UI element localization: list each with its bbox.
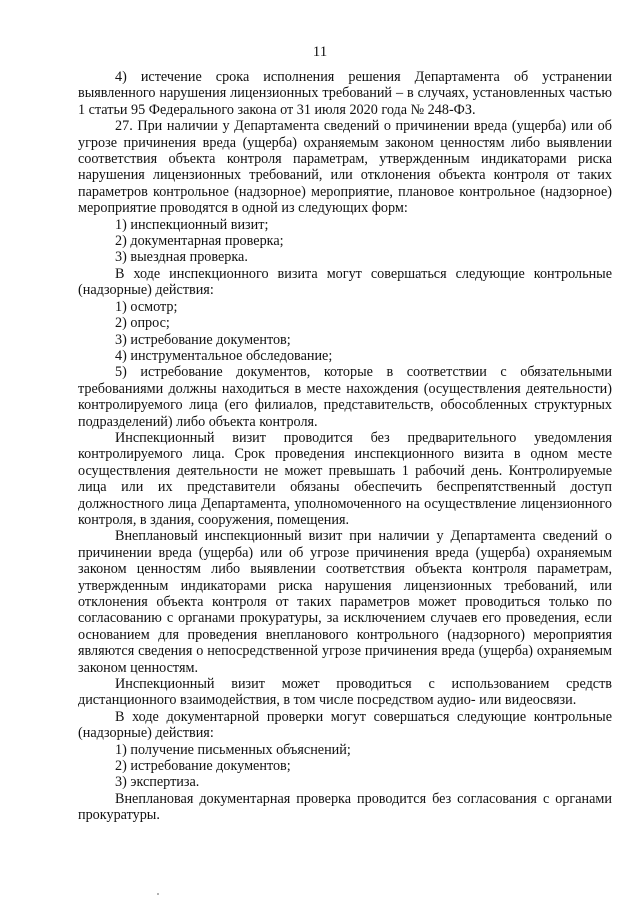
document-body	[78, 69, 612, 824]
paragraph-item-4-deadline: 4) истечение срока исполнения решения Департамента об устранении выявленного нарушения лицензионных требований – в случаях, установленных частью 1 статьи 95 Федерального закона от 31 июля 2020 года № 248-ФЗ.	[78, 69, 612, 118]
paragraph-27-forms: 27. При наличии у Департамента сведений о причинении вреда (ущерба) или об угрозе причинения вреда (ущерба) охраняемым законом ценностям либо выявлении соответствия объекта контроля параметрам, утвержденным индикаторами риска нарушения лицензионных требований, или отклонения объекта контроля от таких параметров контрольное (надзорное) мероприятие, плановое контрольное (надзорное) мероприятие проводятся в одной из следующих форм:	[78, 118, 612, 217]
list-item-instrumental-examination: 4) инструментальное обследование;	[115, 347, 333, 364]
list-item-inspection: 1) осмотр;	[115, 298, 178, 315]
paragraph-visit-without-notice: Инспекционный визит проводится без предварительного уведомления контролируемого лица. Срок проведения инспекционного визита в одном месте осуществления деятельности не может превышать 1 рабочий день. Контролируемые лица или их представители обязаны обеспечить беспрепятственный доступ должностного лица Департамента, уполномоченного на осуществление лицензионного контроля, в здания, сооружения, помещения.	[78, 429, 612, 528]
page-number: 11	[312, 44, 328, 60]
paragraph-remote-visit: Инспекционный визит может проводиться с использованием средств дистанционного взаимодействия, в том числе посредством аудио- или видеосвязи.	[78, 676, 612, 709]
list-item-request-documents-2: 2) истребование документов;	[115, 758, 291, 775]
list-item-document-check: 2) документарная проверка;	[115, 233, 284, 250]
list-item-survey: 2) опрос;	[115, 315, 170, 332]
list-item-written-explanations: 1) получение письменных объяснений;	[115, 741, 351, 758]
list-item-request-documents: 3) истребование документов;	[115, 331, 291, 348]
list-item-expertise: 3) экспертиза.	[115, 774, 200, 791]
paragraph-visit-actions-intro: В ходе инспекционного визита могут совершаться следующие контрольные (надзорные) действия:	[78, 265, 612, 299]
paragraph-document-check-actions-intro: В ходе документарной проверки могут совершаться следующие контрольные (надзорные) действия:	[78, 708, 612, 742]
scan-artifact	[157, 893, 159, 895]
paragraph-unscheduled-document-check: Внеплановая документарная проверка проводится без согласования с органами прокуратуры.	[78, 790, 612, 824]
paragraph-unscheduled-visit: Внеплановый инспекционный визит при наличии у Департамента сведений о причинении вреда (ущерба) или об угрозе причинения вреда (ущерба) охраняемым законом ценностям либо выявлении соответствия объекта контроля параметрам, утвержденным индикаторами риска нарушения лицензионных требований, или отклонения объекта контроля от таких параметров может проводиться только по согласованию с органами прокуратуры, за исключением случаев его проведения, если основанием для проведения внепланового контрольного (надзорного) мероприятия являются сведения о непосредственной угрозе причинения вреда (ущерба) охраняемым законом ценностям.	[78, 528, 612, 676]
list-item-request-onsite-documents: 5) истребование документов, которые в соответствии с обязательными требованиями должны находиться в месте нахождения (осуществления деятельности) контролируемого лица (его филиалов, представительств, обособленных структурных подразделений) либо объекта контроля.	[78, 364, 612, 430]
list-item-field-check: 3) выездная проверка.	[115, 249, 248, 266]
list-item-inspection-visit: 1) инспекционный визит;	[115, 216, 269, 233]
